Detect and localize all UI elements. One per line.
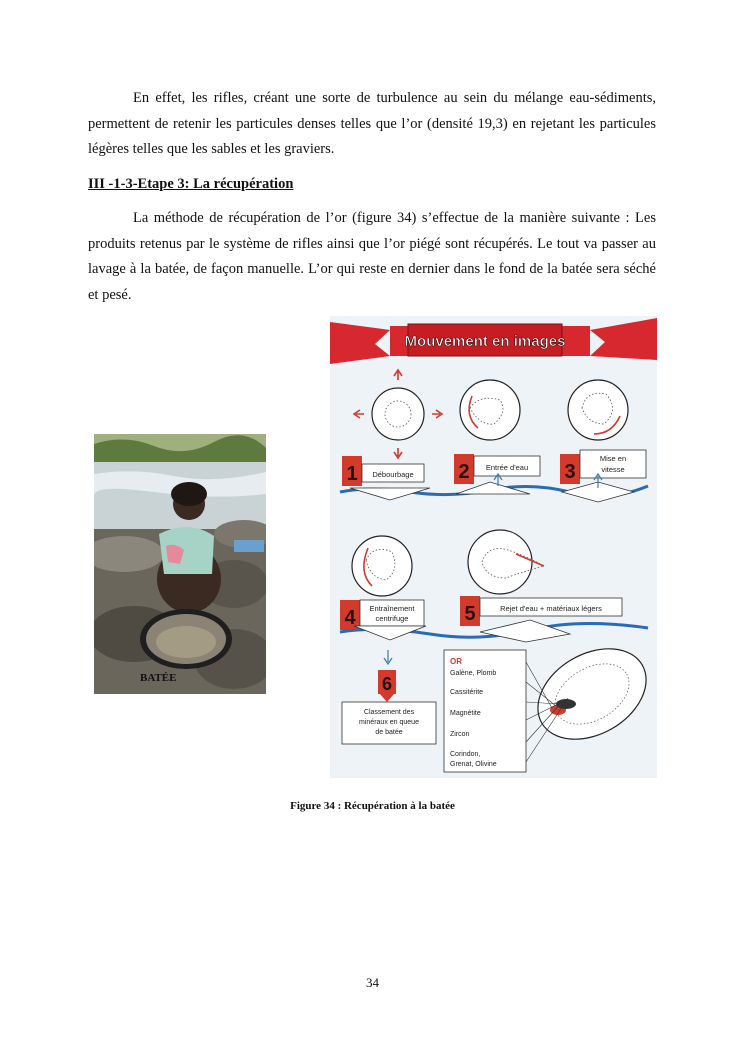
page-number: 34 xyxy=(366,975,379,990)
step-4-label-line1: Entraînement xyxy=(369,604,415,613)
step-6-label-line1: Classement des xyxy=(363,709,415,716)
step-2-label: Entrée d'eau xyxy=(485,463,529,472)
step-6-label-line3: de batée xyxy=(375,729,403,736)
step-1-label: Débourbage xyxy=(372,470,414,479)
step-4-label-line2: centrifuge xyxy=(375,614,409,623)
pan-circle-5 xyxy=(468,530,544,594)
step-6-label-line2: minéraux en queue xyxy=(359,719,419,726)
panning-diagram xyxy=(330,316,657,778)
step-2 xyxy=(454,454,540,484)
pan-circle-4 xyxy=(352,536,412,596)
mineral-item: Grenat, Olivine xyxy=(450,761,497,768)
pan-circle-2 xyxy=(460,380,520,440)
step-6 xyxy=(342,670,436,744)
pan-profile-5 xyxy=(480,620,570,642)
sorted-pan xyxy=(522,630,657,762)
paragraph-1 xyxy=(88,86,656,163)
mineral-item: Zircon xyxy=(450,731,470,738)
paragraph-1-text: En effet, les rifles, créant une sorte de turbulence au sein du mélange eau-sédiments, permettent de retenir les particules denses telles que l’or (densité 19,3) en rejetant les particules légères telles que les sables et les graviers. xyxy=(88,90,656,157)
step-5 xyxy=(460,596,622,626)
step-6-number: 6 xyxy=(381,674,393,694)
paragraph-2-text: La méthode de récupération de l’or (figure 34) s’effectue de la manière suivante : Les produits retenus par le système de rifles ainsi que l’or piégé sont récupérés. Le tout va passer au lavage à la batée, de façon manuelle. L’or qui reste en dernier dans le fond de la batée sera séché et pesé. xyxy=(88,210,656,303)
step-3 xyxy=(560,450,646,484)
mineral-item: Magnétite xyxy=(450,710,481,717)
step-1-number: 1 xyxy=(346,463,358,485)
step-2-number: 2 xyxy=(458,461,470,483)
step-3-label-line2: vitesse xyxy=(601,465,625,474)
paragraph-2 xyxy=(88,206,656,308)
step-4-number: 4 xyxy=(344,607,356,629)
pan-circle-3 xyxy=(568,380,628,440)
section-heading: III -1-3-Etape 3: La récupération xyxy=(88,176,294,192)
step-3-number: 3 xyxy=(564,461,576,483)
photo-label: BATÉE xyxy=(140,672,177,684)
minerals-legend xyxy=(444,650,526,772)
pan-circle-1 xyxy=(354,370,442,458)
step-5-label: Rejet d'eau + matériaux légers xyxy=(500,604,602,613)
mineral-header: OR xyxy=(450,657,462,666)
banner-right-tail xyxy=(590,318,657,360)
mineral-item: Corindon, xyxy=(450,751,481,758)
mineral-item: Cassitérite xyxy=(450,689,484,696)
batee-photo-illustration xyxy=(94,434,266,694)
mineral-item: Galène, Plomb xyxy=(450,670,497,677)
banner-left-tail xyxy=(330,322,390,364)
batee-photo xyxy=(94,434,266,694)
step-3-label-line1: Mise en xyxy=(599,454,627,463)
step-5-number: 5 xyxy=(464,603,476,625)
banner-title: Mouvement en images xyxy=(404,333,566,350)
step-4 xyxy=(340,600,424,630)
figure-caption: Figure 34 : Récupération à la batée xyxy=(290,800,455,812)
step-1 xyxy=(342,456,424,486)
